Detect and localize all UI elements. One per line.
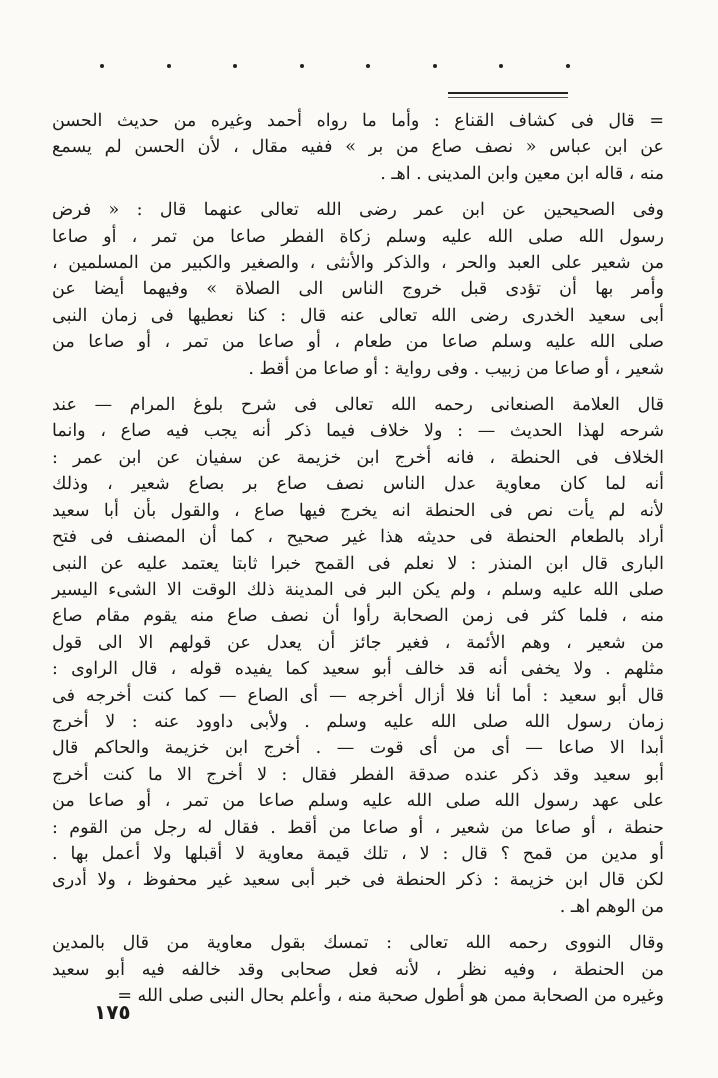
text-line: لكن قال ابن خزيمة : ذكر الحنطة فى خبر أبى سعيد غير محفوظ ، ولا أدرى — [52, 870, 664, 891]
page-body — [52, 108, 664, 1019]
text-line: الخلاف فى الحنطة ، فانه أخرج ابن خزيمة عن سفيان عن ابن عمر : — [52, 447, 664, 468]
page-number: ١٧٥ — [94, 1000, 131, 1024]
text-line: أراد بالطعام الحنطة فى حديثه هذا غير صحيح ، كما أن المصنف فى فتح — [52, 527, 664, 548]
text-line: رسول الله صلى الله عليه وسلم زكاة الفطر صاعا من تمر ، أو صاعا — [52, 226, 664, 247]
paragraph — [52, 108, 664, 187]
text-line: صلى الله عليه وسلم صاعا من طعام ، أو صاعا من تمر ، أو صاعا من — [52, 332, 664, 353]
dot — [300, 64, 304, 68]
dot — [499, 64, 503, 68]
text-line: لأنه لم يأت نص فى الحنطة انه يخرج فيها صاع ، والقول بأن أبا سعيد — [52, 500, 664, 521]
text-line: من الوهم اهـ . — [559, 896, 664, 917]
paragraph — [52, 930, 664, 1009]
text-line: منه ، قاله ابن معين وابن المدينى . اهـ . — [380, 163, 664, 184]
text-line: شعير ، أو صاعا من زبيب . وفى رواية : أو صاعا من أقط . — [248, 358, 664, 379]
paragraph — [52, 392, 664, 920]
dot — [566, 64, 570, 68]
text-line: على عهد رسول الله صلى الله عليه وسلم صاعا من تمر ، أو صاعا من — [52, 791, 664, 812]
dot — [100, 64, 104, 68]
text-line: من الحنطة ، وفيه نظر ، لأنه فعل صحابى وقد خالفه فيه أبو سعيد — [52, 959, 664, 980]
text-line: حنطة ، أو صاعا من شعير ، أو صاعا من أقط . فقال له رجل من القوم : — [52, 817, 664, 838]
text-line: قال العلامة الصنعانى رحمه الله تعالى فى شرح بلوغ المرام — عند — [52, 395, 664, 416]
text-line: أنه لما كان معاوية عدل الناس نصف صاع بر بصاع شعير ، وذلك — [52, 474, 664, 495]
dot — [167, 64, 171, 68]
text-line: من شعير ، وهم الأئمة ، فغير جائز أن يعدل عن قولهم الا الى قول — [52, 632, 664, 653]
text-line: مثلهم . ولا يخفى أنه قد خالف أبو سعيد كما يفيده قوله ، قال الراوى : — [52, 659, 664, 680]
text-line: البارى قال ابن المنذر : لا نعلم فى القمح خبرا ثابتا يعتمد عليه عن النبى — [52, 553, 664, 574]
header-dots — [100, 64, 570, 68]
text-line: وفى الصحيحين عن ابن عمر رضى الله تعالى عنهما قال : « فرض — [52, 200, 664, 221]
text-line: زمان رسول الله صلى الله عليه وسلم . ولأبى داوود عنه : لا أخرج — [52, 711, 664, 732]
text-line: من شعير على العبد والحر ، والذكر والأنثى ، والصغير والكبير من المسلمين ، — [52, 253, 664, 274]
text-line: أبى سعيد الخدرى رضى الله تعالى عنه قال : كنا نعطيها فى زمان النبى — [52, 305, 664, 326]
dot — [233, 64, 237, 68]
text-line: صلى الله عليه وسلم ، ولم يكن البر فى المدينة ذلك الوقت الا الشىء اليسير — [52, 579, 664, 600]
paragraph — [52, 197, 664, 382]
text-line: وغيره من الصحابة ممن هو أطول صحبة منه ، وأعلم بحال النبى صلى الله = — [117, 986, 664, 1006]
text-line: شرحه لهذا الحديث — : ولا خلاف فيما ذكر أنه يجب فيه صاع ، وانما — [52, 421, 664, 442]
dot — [366, 64, 370, 68]
text-line: أبدا الا صاعا — أى من أى قوت — . أخرج ابن خزيمة والحاكم قال — [52, 738, 664, 759]
text-line: أو مدين من قمح ؟ قال : لا ، تلك قيمة معاوية لا أقبلها ولا أعمل بها . — [52, 843, 664, 864]
text-line: عن ابن عباس « نصف صاع من بر » ففيه مقال ، لأن الحسن لم يسمع — [52, 137, 664, 158]
text-line: وأمر بها أن تؤدى قبل خروج الناس الى الصلاة » وفيهما أيضا عن — [52, 279, 664, 300]
text-line: = قال فى كشاف القناع : وأما ما رواه أحمد وغيره من حديث الحسن — [52, 111, 664, 131]
text-line: قال أبو سعيد : أما أنا فلا أزال أخرجه — أى الصاع — كما كنت أخرجه فى — [52, 685, 664, 706]
header-rule — [448, 92, 568, 94]
dot — [433, 64, 437, 68]
text-line: أبو سعيد وقد ذكر عنده صدقة الفطر فقال : لا أخرج الا ما كنت أخرج — [52, 764, 664, 785]
text-line: وقال النووى رحمه الله تعالى : تمسك بقول معاوية من قال بالمدين — [52, 933, 664, 954]
text-line: منه ، فلما كثر فى زمن الصحابة رأوا أن نصف صاع منه يقوم مقام صاع — [52, 606, 664, 627]
